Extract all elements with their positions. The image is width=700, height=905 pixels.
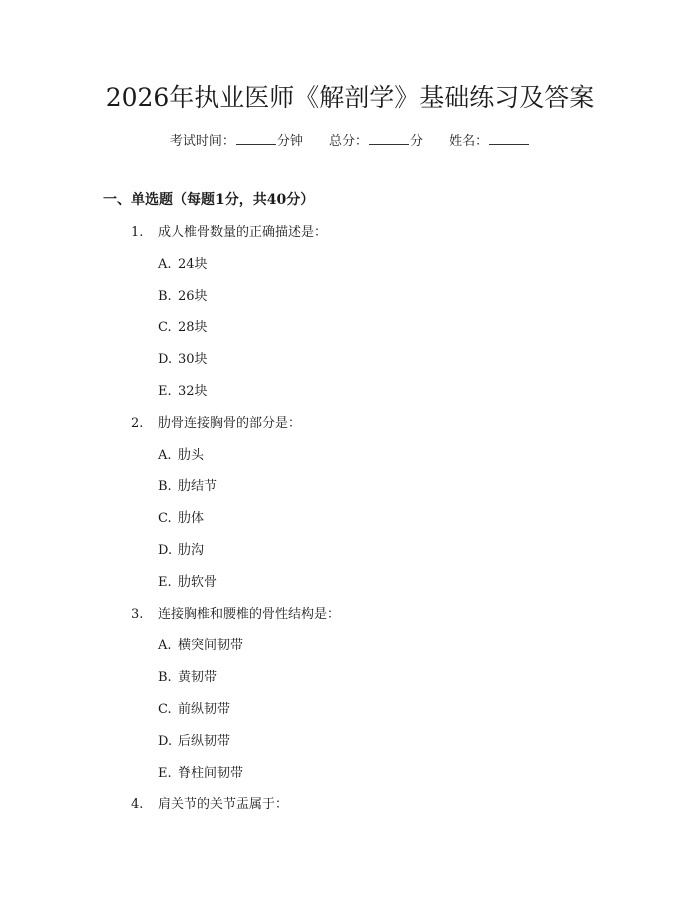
- page-title: 2026年执业医师《解剖学》基础练习及答案: [105, 83, 595, 112]
- question-1-option: [158, 287, 208, 307]
- option-letter: B.: [158, 479, 172, 495]
- option-letter: E.: [158, 574, 172, 590]
- exam-time-label: 考试时间：: [169, 134, 235, 149]
- question-number: 3.: [131, 606, 144, 622]
- section-heading: 一、单选题（每题1分，共40分）: [103, 192, 315, 208]
- option-text: 24块: [178, 256, 208, 272]
- option-letter: D.: [158, 543, 173, 558]
- question-2-option: [158, 509, 204, 529]
- exam-time: [170, 130, 303, 152]
- option-letter: E.: [158, 384, 172, 399]
- exam-time-blank: [236, 130, 276, 145]
- option-letter: C.: [158, 511, 172, 527]
- student-name: [449, 130, 530, 152]
- question-text: 肩关节的关节盂属于：: [158, 797, 289, 813]
- option-text: 肋头: [178, 447, 205, 463]
- option-letter: C.: [158, 702, 172, 717]
- option-text: 28块: [178, 320, 208, 336]
- option-text: 脊柱间韧带: [178, 765, 244, 781]
- question-text: 连接胸椎和腰椎的骨性结构是：: [158, 606, 341, 622]
- question-3-option: [158, 700, 230, 720]
- student-name-blank: [489, 130, 529, 145]
- option-letter: D.: [158, 733, 173, 749]
- question-3-option: [158, 636, 243, 656]
- option-letter: B.: [158, 288, 172, 304]
- question-2-option: [158, 446, 204, 466]
- option-text: 黄韧带: [178, 670, 218, 686]
- total-score: [329, 130, 423, 152]
- question-1-option: [158, 382, 208, 402]
- option-text: 肋体: [178, 511, 205, 527]
- question-1-option: [158, 350, 208, 370]
- question-2-option: [158, 573, 217, 593]
- student-name-label: 姓名：: [449, 134, 489, 149]
- option-text: 26块: [178, 288, 208, 304]
- exam-time-unit: 分钟: [276, 134, 303, 149]
- total-score-label: 总分：: [328, 134, 368, 149]
- option-text: 肋软骨: [178, 574, 218, 590]
- option-letter: A.: [158, 256, 172, 272]
- option-letter: D.: [158, 352, 173, 368]
- option-text: 横突间韧带: [178, 638, 244, 654]
- total-score-blank: [369, 130, 409, 145]
- total-score-unit: 分: [410, 134, 424, 149]
- option-letter: A.: [158, 447, 172, 463]
- option-text: 后纵韧带: [178, 733, 231, 749]
- option-letter: A.: [158, 638, 172, 654]
- option-letter: C.: [158, 320, 172, 336]
- option-text: 30块: [178, 352, 208, 368]
- question-text: 肋骨连接胸骨的部分是：: [158, 415, 302, 431]
- question-1-option: [158, 318, 208, 338]
- question-3-option: [158, 732, 230, 752]
- question-3: [131, 605, 340, 625]
- exam-meta: [0, 130, 700, 152]
- question-3-option: [158, 668, 217, 688]
- option-text: 肋结节: [178, 479, 218, 495]
- option-text: 32块: [178, 384, 208, 399]
- question-number: 1.: [131, 225, 144, 240]
- question-2-option: [158, 477, 217, 497]
- option-text: 肋沟: [178, 543, 205, 558]
- question-1: [131, 223, 327, 243]
- question-number: 2.: [131, 415, 144, 431]
- option-letter: B.: [158, 670, 172, 686]
- question-2-option: [158, 541, 204, 561]
- question-number: 4.: [131, 797, 144, 813]
- question-2: [131, 414, 301, 434]
- question-1-option: [158, 255, 208, 275]
- option-text: 前纵韧带: [178, 702, 231, 717]
- question-text: 成人椎骨数量的正确描述是：: [158, 225, 328, 240]
- option-letter: E.: [158, 765, 172, 781]
- question-3-option: [158, 764, 243, 784]
- question-4: [131, 795, 288, 815]
